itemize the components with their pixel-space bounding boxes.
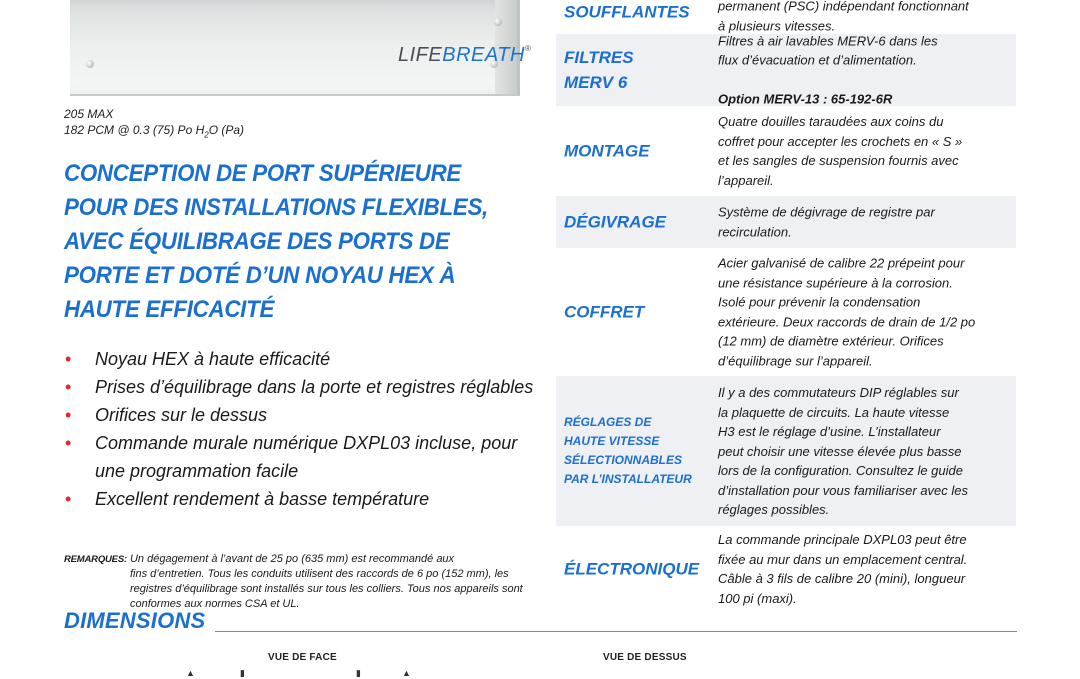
row-label-reglages: RÉGLAGES DE HAUTE VITESSE SÉLECTIONNABLES PAR L’INSTALLATEUR [564,415,692,486]
remarks-continuation: fins d’entretien. Tous les conduits utilisent des raccords de 6 po (152 mm), les registres d’équilibrage sont installés sur tous les colliers. Tous nos appareils sont conformes aux normes CSA et UL. [130,568,523,610]
dimension-arrow-icon: ▲ [186,668,195,678]
row-label-montage: MONTAGE [564,141,650,161]
top-view-label: VUE DE DESSUS [603,652,687,663]
list-item: • Noyau HEX à haute efficacité [64,345,534,373]
list-item: • Orifices sur le dessus [64,401,534,429]
row-desc: Acier galvanisé de calibre 22 prépeint pour une résistance supérieure à la corrosion. Isolé pour prévenir la condensation extérieure. Deux raccords de drain de 1/2 po (12 mm) de diamètre extérieur. Orifices d’équilibrage sur l’appareil. [718,255,976,368]
dimension-arrow-icon: ▲ [402,668,411,678]
table-row [556,106,1016,196]
row-label-degivrage: DÉGIVRAGE [564,212,667,232]
row-label-soufflantes: SOUFFLANTES [564,2,690,22]
bullet-icon: • [65,433,72,453]
row-desc: Quatre douilles taraudées aux coins du coffret pour accepter les crochets en « S » et les sangles de suspension fournis avec l’appareil. [718,114,963,188]
row-desc: Il y a des commutateurs DIP réglables sur la plaquette de circuits. La haute vitesse H3 est le réglage d’usine. L’installateur peut choisir une vitesse élevée plus basse lors de la configuration. Consultez le guide d’installation pour vous familiariser avec les réglages possibles. [718,384,969,517]
remarks-label: REMARQUES: [64,554,127,565]
row-label-coffret: COFFRET [564,302,645,322]
table-row [556,376,1016,526]
filter-option: Option MERV-13 : 65-192-6R [718,91,893,107]
remarks-first-line: Un dégagement à l’avant de 25 po (635 mm) est recommandé aux [126,553,455,565]
airflow-caption-rating: 182 PCM @ 0.3 (75) Po $H_2O$ (Pa) [64,123,245,140]
front-view-label: VUE DE FACE [268,652,337,663]
table-row [556,248,1016,376]
bullet-icon: • [65,377,72,397]
dimension-marker-icon: ▮ [356,668,361,678]
list-item: • Commande murale numérique DXPL03 incluse, pour une programmation facile [64,429,534,485]
bullet-icon: • [65,349,72,369]
remarks-note [64,552,524,612]
table-row [556,196,1016,248]
list-item: • Excellent rendement à basse température [64,485,534,513]
row-label-electronique: ÉLECTRONIQUE [564,559,700,579]
row-label-filtres: FILTRES MERV 6 [564,48,634,92]
headline-line: PORTE ET DOTÉ D’UN NOYAU HEX À [64,262,456,289]
row-desc: permanent (PSC) indépendant fonctionnant à plusieurs vitesses. [718,0,969,34]
bullet-icon: • [65,405,72,425]
headline-line: AVEC ÉQUILIBRAGE DES PORTS DE [64,228,450,255]
dimension-marker-icon: ▮ [240,668,245,678]
section-divider [215,631,1017,632]
row-desc: Filtres à air lavables MERV-6 dans les flux d’évacuation et d’alimentation. Option MERV-13 : 65-192-6R [718,12,938,129]
row-desc: La commande principale DXPL03 peut être fixée au mur dans un emplacement central. Câble à 3 fils de calibre 20 (mini), longueur 100 pi (maxi). [718,532,968,606]
table-row [556,526,1016,612]
dimensions-title: DIMENSIONS [64,608,206,633]
bullet-icon: • [65,489,72,509]
feature-list [64,345,534,513]
lifebreath-logo: LIFEBREATH® [398,44,532,66]
headline-line: POUR DES INSTALLATIONS FLEXIBLES, [64,194,488,221]
page-headline [64,157,501,327]
row-desc: Système de dégivrage de registre par recirculation. [718,204,935,239]
table-row [556,34,1016,106]
headline-line: CONCEPTION DE PORT SUPÉRIEURE [64,160,462,187]
screw-icon [494,18,502,26]
product-image [70,0,532,96]
screw-icon [86,60,94,68]
list-item: • Prises d’équilibrage dans la porte et registres réglables [64,373,534,401]
headline-line: HAUTE EFFICACITÉ [64,296,275,323]
airflow-caption-max: 205 MAX [64,107,114,121]
